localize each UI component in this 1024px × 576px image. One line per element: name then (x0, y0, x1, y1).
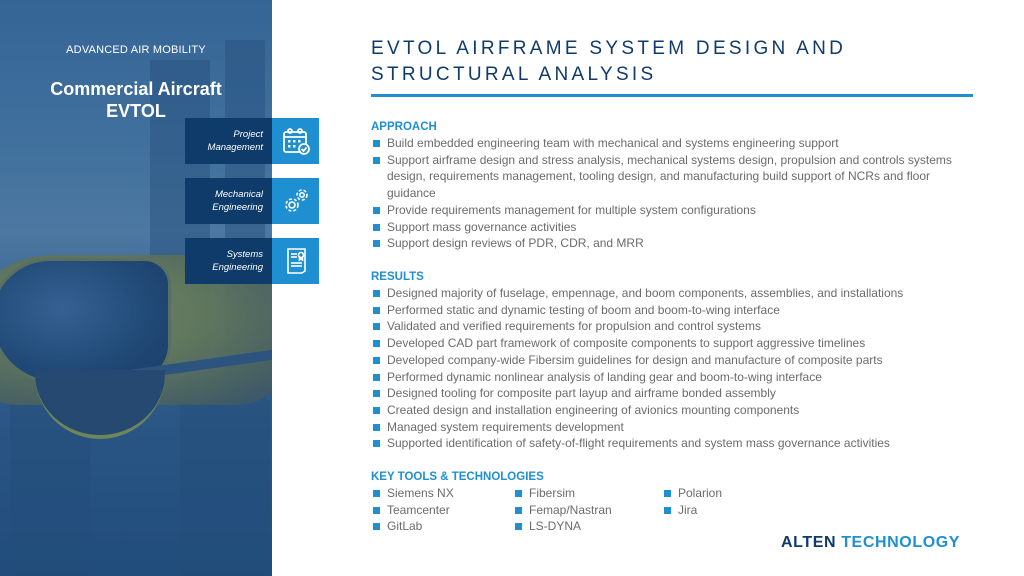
tile-label-line1: Systems (226, 249, 263, 260)
calendar-check-icon (272, 118, 319, 164)
tile-systems-engineering (185, 238, 319, 284)
tool-item: Jira (662, 502, 782, 519)
tool-item: Teamcenter (371, 502, 513, 519)
tool-item: GitLab (371, 518, 513, 535)
list-item: Developed CAD part framework of composite components to support aggressive timelines (371, 335, 991, 352)
list-item: Support mass governance activities (371, 219, 991, 236)
hero-kicker: ADVANCED AIR MOBILITY (66, 44, 206, 56)
tools-list (371, 485, 991, 535)
gears-icon (272, 178, 319, 224)
list-item: Support design reviews of PDR, CDR, and MRR (371, 235, 991, 252)
results-heading: RESULTS (371, 271, 424, 283)
page-title-line1: EVTOL AIRFRAME SYSTEM DESIGN AND (371, 38, 847, 59)
list-item: Performed dynamic nonlinear analysis of landing gear and boom-to-wing interface (371, 369, 991, 386)
list-item: Managed system requirements development (371, 419, 991, 436)
tile-label (185, 238, 272, 284)
approach-heading: APPROACH (371, 121, 437, 133)
tool-item: Femap/Nastran (513, 502, 662, 519)
tool-item: Fibersim (513, 485, 662, 502)
hero-title-line2: EVTOL (106, 101, 166, 121)
tile-project-management (185, 118, 319, 164)
list-item: Created design and installation engineering of avionics mounting components (371, 402, 991, 419)
brand-logo-part2: TECHNOLOGY (841, 534, 961, 551)
tool-item: Siemens NX (371, 485, 513, 502)
tile-label-line2: Management (207, 142, 263, 153)
list-item: Developed company-wide Fibersim guidelines for design and manufacture of composite parts (371, 352, 991, 369)
tile-label-line1: Project (233, 129, 263, 140)
list-item: Designed majority of fuselage, empennage, and boom components, assemblies, and installations (371, 285, 991, 302)
tile-label (185, 118, 272, 164)
tile-label-line2: Engineering (212, 202, 263, 213)
brand-logo (781, 534, 960, 552)
tile-label-line1: Mechanical (214, 189, 263, 200)
page-title (371, 36, 981, 88)
title-divider (371, 94, 973, 97)
list-item: Provide requirements management for multiple system configurations (371, 202, 991, 219)
results-list (371, 285, 991, 452)
tile-mechanical-engineering (185, 178, 319, 224)
list-item: Validated and verified requirements for propulsion and control systems (371, 318, 991, 335)
list-item: Build embedded engineering team with mechanical and systems engineering support (371, 135, 991, 152)
tools-section (371, 470, 991, 535)
list-item: Designed tooling for composite part layup and airframe bonded assembly (371, 385, 991, 402)
tools-heading: KEY TOOLS & TECHNOLOGIES (371, 471, 544, 483)
brand-logo-part1: ALTEN (781, 534, 837, 551)
list-item: Performed static and dynamic testing of boom and boom-to-wing interface (371, 302, 991, 319)
tool-item: LS-DYNA (513, 518, 662, 535)
page-title-line2: STRUCTURAL ANALYSIS (371, 64, 657, 85)
certificate-document-icon (272, 238, 319, 284)
tool-item: Polarion (662, 485, 782, 502)
list-item: Supported identification of safety-of-flight requirements and system mass governance activities (371, 435, 991, 452)
results-section (371, 270, 991, 452)
list-item: Support airframe design and stress analysis, mechanical systems design, propulsion and controls systems design, requirements management, tooling design, and manufacturing build support of NCRs and floor guidance (371, 152, 967, 202)
tile-label-line2: Engineering (212, 262, 263, 273)
hero-title-line1: Commercial Aircraft (50, 79, 222, 99)
approach-list (371, 135, 991, 252)
approach-section (371, 120, 991, 252)
hero-title (0, 78, 272, 122)
tile-label (185, 178, 272, 224)
hero-panel (0, 0, 272, 576)
